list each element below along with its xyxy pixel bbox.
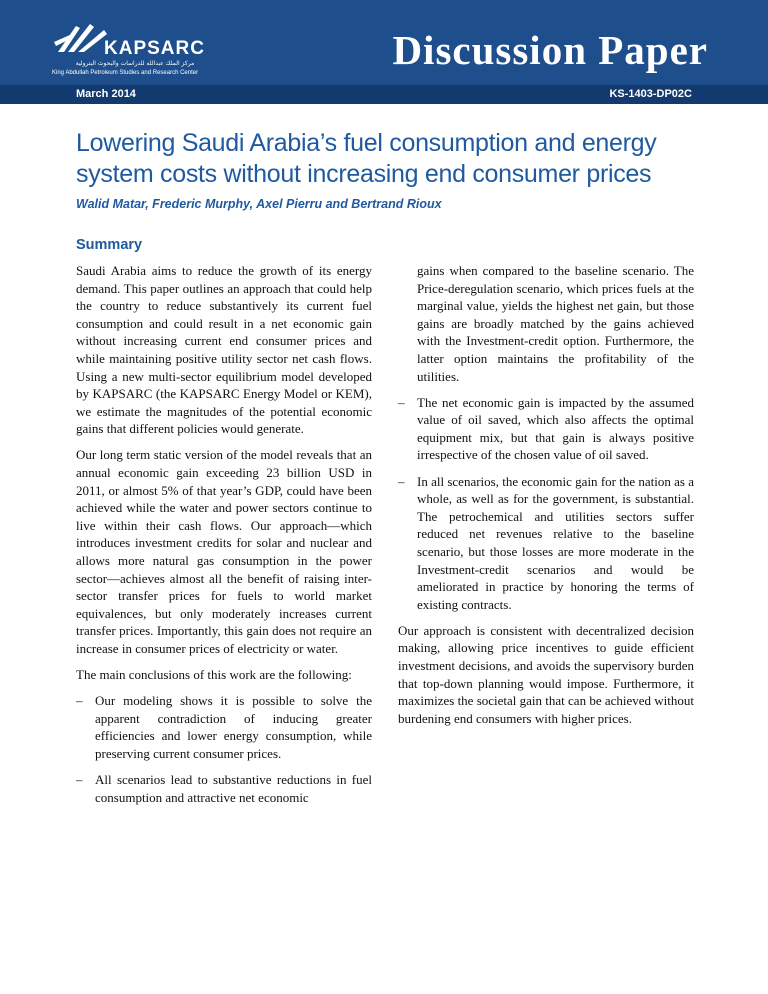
bullet-marker: – xyxy=(398,473,405,489)
bullet-continuation: gains when compared to the baseline scenario. The Price-deregulation scenario, which prices fuels at the marginal value, yields the highest net gain, but those gains are broadly matched by the gains achieved with the Investment-credit option. Furthermore, the latter option maintains the profitability of the utilities. xyxy=(417,263,694,384)
logo-name: KAPSARC xyxy=(104,38,205,59)
right-column xyxy=(398,262,694,736)
bullet-marker: – xyxy=(76,772,83,788)
bullet-text: All scenarios lead to substantive reductions in fuel consumption and attractive net economic xyxy=(95,772,372,805)
conclusions-list xyxy=(76,692,372,806)
bullet-text: Our modeling shows it is possible to solve the apparent contradiction of inducing greater efficiencies and lower energy consumption, while preserving current consumer prices. xyxy=(95,693,372,761)
bullet-marker: – xyxy=(398,394,405,410)
list-item xyxy=(398,394,694,464)
logo-arabic-name: مركز الملك عبدالله للدراسات والبحوث البترولية xyxy=(75,60,195,67)
summary-heading: Summary xyxy=(76,237,143,253)
document-code: KS-1403-DP02C xyxy=(609,88,692,100)
bullet-marker: – xyxy=(76,693,83,709)
conclusions-list-continued xyxy=(398,394,694,614)
summary-paragraph: Our long term static version of the model reveals that an annual economic gain exceeding 23 billion USD in 2011, or almost 5% of that year’s GDP, could have been achieved while the water and power sectors continue to live within their cash flows. Our approach—which introduces investment credits for solar and nuclear and allows more natural gas consumption in the power sector—achieves almost all the benefit of raising inter-sector transfer prices for fuels to world market equivalences, but only moderately increases current transfer prices. Importantly, this gain does not require an increase in consumer prices of electricity or water. xyxy=(76,447,372,656)
summary-paragraph: Saudi Arabia aims to reduce the growth of its energy demand. This paper outlines an approach that could help the country to reduce substantively its current fuel consumption and could result in a net economic gain without increasing current end consumer prices and while maintaining positive utility sector net cash flows. Using a new multi-sector equilibrium model developed by KAPSARC (the KAPSARC Energy Model or KEM), we estimate the magnitudes of the potential economic gains that different policies would generate. xyxy=(76,263,372,437)
list-item xyxy=(76,692,372,762)
document-type-title: Discussion Paper xyxy=(392,27,708,73)
bullet-text: In all scenarios, the economic gain for the nation as a whole, as well as for the government, is substantial. The petrochemical and utilities sectors suffer reduced net revenues relative to the baseline scenario, but those losses are more moderate in the Investment-credit scenarios and would be ameliorated in practice by honoring the terms of existing contracts. xyxy=(417,473,694,612)
list-item xyxy=(76,771,372,806)
list-item xyxy=(398,473,694,614)
summary-paragraph: The main conclusions of this work are the following: xyxy=(76,667,352,683)
publication-date: March 2014 xyxy=(76,88,136,100)
paper-title: Lowering Saudi Arabia’s fuel consumption and energy system costs without increasing end consumer prices xyxy=(76,129,657,188)
logo-english-name: King Abdullah Petroleum Studies and Research Center xyxy=(52,70,199,76)
closing-paragraph: Our approach is consistent with decentralized decision making, allowing price incentives to guide efficient investment decisions, and avoids the supervisory burden that top-down planning would impose. Furthermore, it maximizes the societal gain that can be achieved without burdening end consumers with higher prices. xyxy=(398,622,695,726)
left-column xyxy=(76,262,372,815)
bullet-text: The net economic gain is impacted by the assumed value of oil saved, which also affects the optimal equipment mix, but that gain is always positive irrespective of the chosen value of oil saved. xyxy=(417,394,694,463)
kapsarc-logo-icon xyxy=(52,22,110,58)
paper-authors: Walid Matar, Frederic Murphy, Axel Pierru and Bertrand Rioux xyxy=(76,197,442,211)
